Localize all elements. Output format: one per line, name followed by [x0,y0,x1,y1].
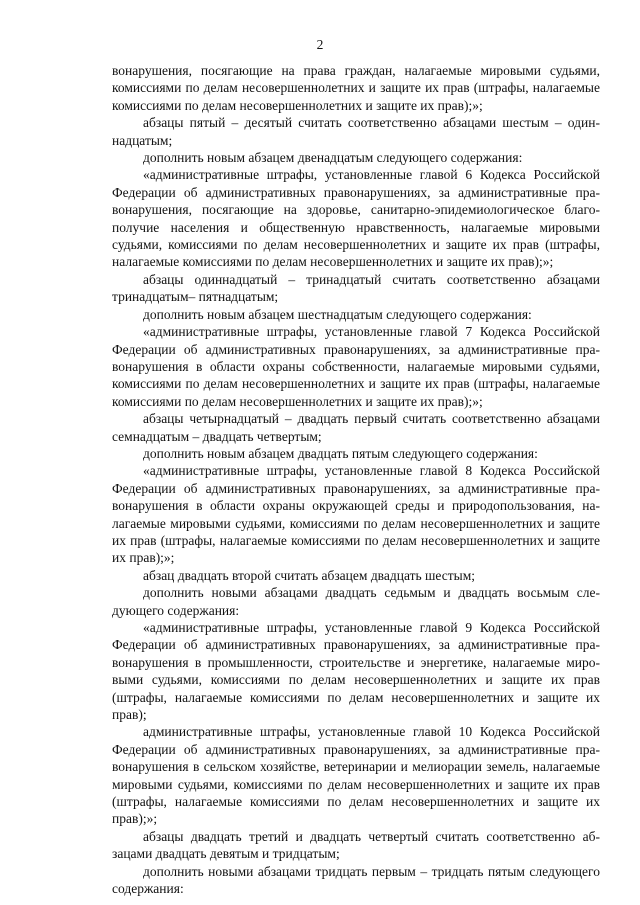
paragraph: дополнить новыми абзацами двадцать седьмым и двадцать восьмым следующего содержания: [112,585,600,618]
paragraph: административные штрафы, установленные главой 10 Кодекса Российской Федерации об административных правонарушениях, за административные правонарушения в сельском хозяйстве, ветеринарии и мелиорации земель, налагаемые мировыми судьями, комиссиями по делам несовершеннолетних и защите их прав (штрафы, налагаемые комиссиями по делам несовершеннолетних и защите их прав);»; [112,724,600,827]
paragraph: дополнить новым абзацем двадцать пятым следующего содержания: [143,445,538,461]
paragraph: дополнить новыми абзацами тридцать первым – тридцать пятым следующего содержания: [112,863,600,897]
paragraph: абзацы двадцать третий и двадцать четвертый считать соответственно абзацами двадцать девятым и тридцатым; [112,828,600,862]
paragraph: «административные штрафы, установленные главой 7 Кодекса Российской Федерации об административных правонарушениях, за административные правонарушения в области охраны собственности, налагаемые мировыми судьями, комиссиями по делам несовершеннолетних и защите их прав (штрафы, налагаемые комиссиями по делам несовершеннолетних и защите их прав);»; [112,324,600,409]
paragraph: «административные штрафы, установленные главой 6 Кодекса Российской Федерации об административных правонарушениях, за административные правонарушения, посягающие на здоровье, санитарно-эпидемиологическое благополучие населения и общественную нравственность, налагаемые мировыми судьями, комиссиями по делам несовершеннолетних и защите их прав (штрафы, налагаемые комиссиями по делам несовершеннолетних и защите их прав);»; [112,167,600,270]
paragraph: дополнить новым абзацем двенадцатым следующего содержания: [143,150,523,166]
paragraph: «административные штрафы, установленные главой 8 Кодекса Российской Федерации об административных правонарушениях, за административные правонарушения в области охраны окружающей среды и природопользования, налагаемые мировыми судьями, комиссиями по делам несовершеннолетних и защите их прав (штрафы, налагаемые комиссиями по делам несовершеннолетних и защите их прав);»; [112,463,600,566]
paragraph: абзац двадцать второй считать абзацем двадцать шестым; [143,567,476,583]
paragraph: вонарушения, посягающие на права граждан, налагаемые мировыми судьями, комиссиями по делам несовершеннолетних и защите их прав (штрафы, налагаемые комиссиями по делам несовершеннолетних и защите их прав);»; [112,63,600,113]
paragraph: абзацы четырнадцатый – двадцать первый считать соответственно абзацами семнадцатым – двадцать четвертым; [112,411,600,444]
paragraph: «административные штрафы, установленные главой 9 Кодекса Российской Федерации об административных правонарушениях, за административные правонарушения в промышленности, строительстве и энергетике, налагаемые мировыми судьями, комиссиями по делам несовершеннолетних и защите их прав (штрафы, налагаемые комиссиями по делам несовершеннолетних и защите их прав); [112,620,600,723]
paragraph: абзацы одиннадцатый – тринадцатый считать соответственно абзацами тринадцатым– пятнадцатым; [112,271,600,305]
paragraph: дополнить новым абзацем шестнадцатым следующего содержания: [143,306,532,322]
document-body [112,62,600,898]
page-number: 2 [316,37,324,52]
paragraph: абзацы пятый – десятый считать соответственно абзацами шестым – одиннадцатым; [112,115,600,148]
